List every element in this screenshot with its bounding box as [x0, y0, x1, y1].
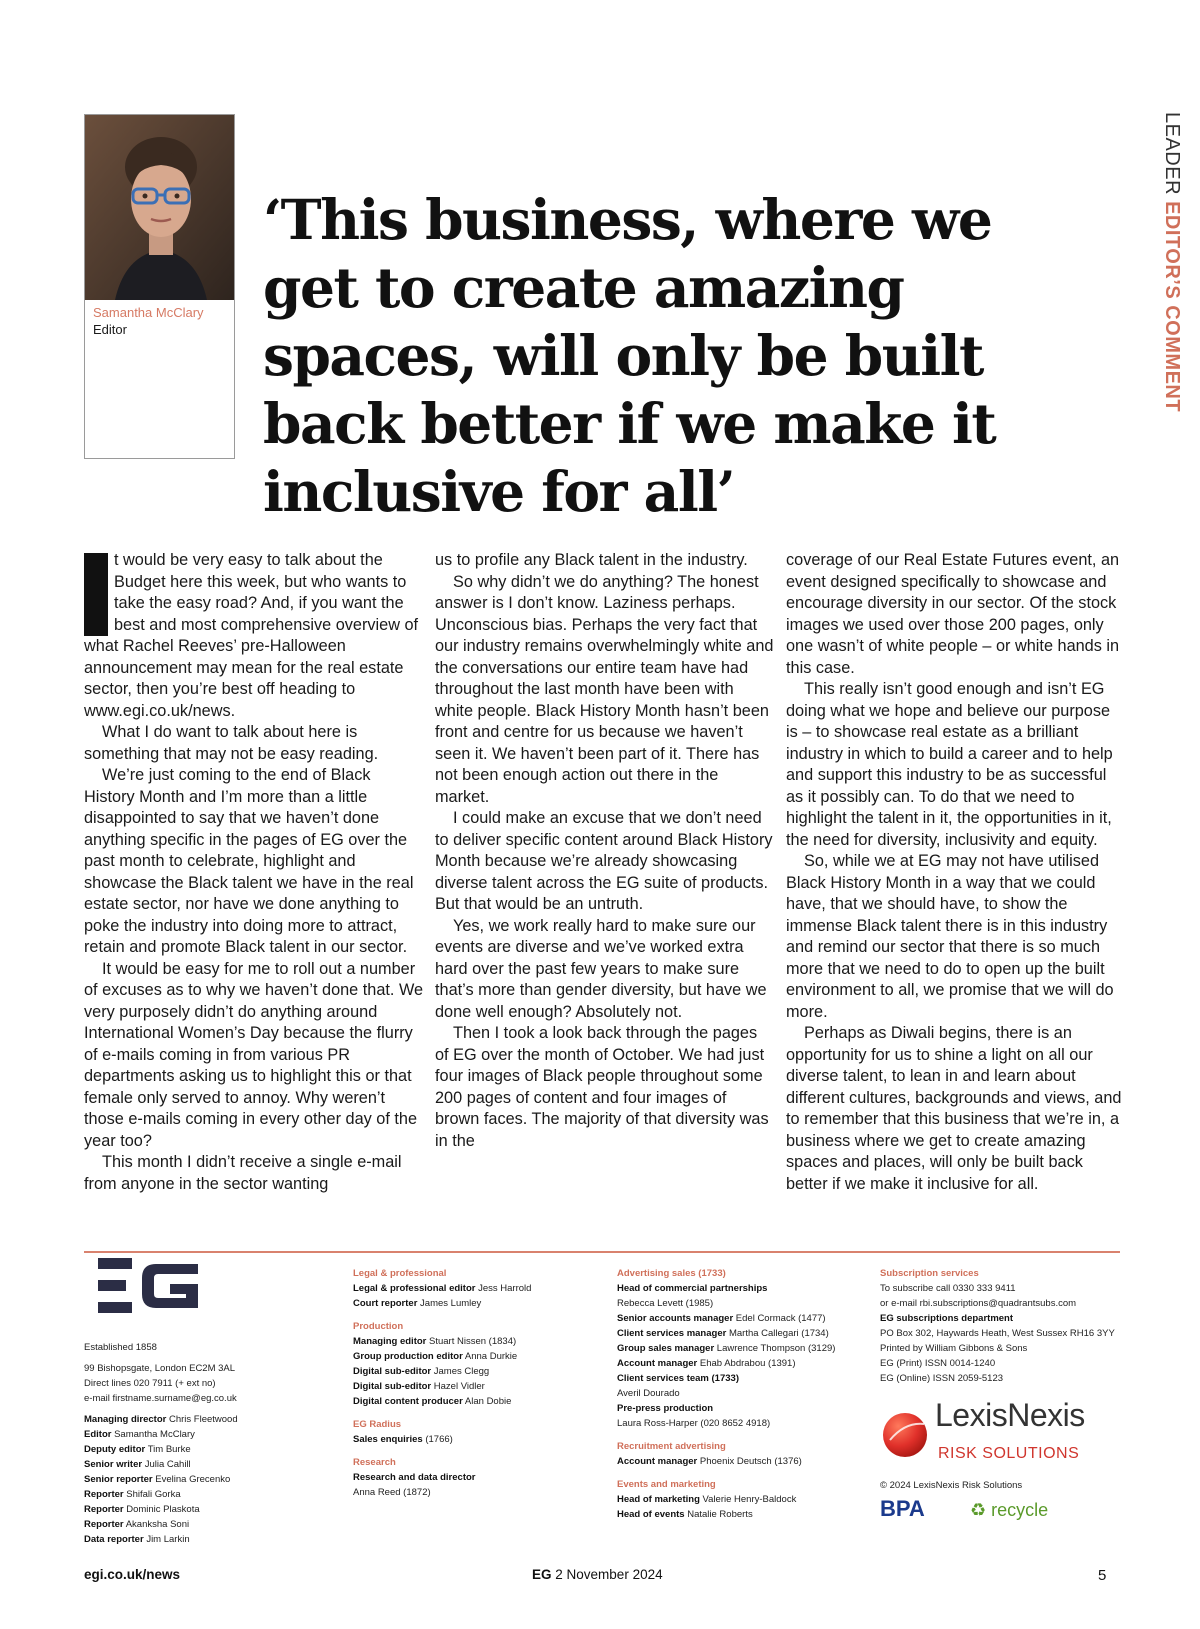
badges — [880, 1496, 1150, 1541]
section-tag-leader: LEADER — [1161, 112, 1183, 202]
staff-row: Senior accounts manager Edel Cormack (1477) — [617, 1313, 826, 1324]
author-role: Editor — [93, 322, 127, 337]
section-divider — [84, 1251, 1120, 1253]
staff-row: Reporter Akanksha Soni — [84, 1519, 190, 1530]
staff-row: Deputy editor Tim Burke — [84, 1444, 191, 1455]
copyright: © 2024 LexisNexis Risk Solutions — [880, 1480, 1023, 1491]
paragraph: coverage of our Real Estate Futures event, an event designed specifically to showcase and encourage diversity in our sector. Of the stock images we used over those 200 pages, only one wasn’t of white people – or white hands in this case. — [786, 551, 1120, 677]
staff-row: Group production editor Anna Durkie — [353, 1351, 518, 1362]
masthead-heading: Research — [353, 1457, 396, 1468]
section-tag-editors-comment: EDITOR’S COMMENT — [1161, 201, 1183, 413]
address-line: e-mail firstname.surname@eg.co.uk — [84, 1393, 237, 1404]
staff-row: Head of marketing Valerie Henry-Baldock — [617, 1494, 797, 1505]
eg-logo — [98, 1258, 202, 1314]
author-name: Samantha McClary — [93, 305, 204, 320]
staff-row: Digital content producer Alan Dobie — [353, 1396, 512, 1407]
subscription-line: PO Box 302, Haywards Heath, West Sussex RH16 3YY — [880, 1328, 1115, 1339]
staff-row: Anna Reed (1872) — [353, 1487, 431, 1498]
paragraph: Yes, we work really hard to make sure our events are diverse and we’ve worked extra hard over the past few years to make sure that’s more than gender diversity, but have we done well enough? Absolutely not. — [435, 916, 767, 1021]
paragraph: Perhaps as Diwali begins, there is an opportunity for us to shine a light on all our diverse talent, to lean in and learn about different cultures, backgrounds and views, and to remember that this business that we’re in, a business where we get to create amazing spaces and places, will only be built back better if we make it inclusive for all. — [786, 1024, 1122, 1193]
recycle-logo: ♻ recycle — [970, 1500, 1049, 1520]
address-line: Direct lines 020 7911 (+ ext no) — [84, 1378, 216, 1389]
staff-row: Averil Dourado — [617, 1388, 680, 1399]
subscription-dept-heading: EG subscriptions department — [880, 1313, 1014, 1324]
staff-row: Research and data director — [353, 1472, 476, 1483]
staff-row: Reporter Dominic Plaskota — [84, 1504, 200, 1515]
staff-row: Data reporter Jim Larkin — [84, 1534, 190, 1545]
lexisnexis-logo — [880, 1397, 1150, 1472]
staff-row: Digital sub-editor Hazel Vidler — [353, 1381, 485, 1392]
body-column-2 — [435, 550, 775, 1152]
subscription-line: or e-mail rbi.subscriptions@quadrantsubs.com — [880, 1298, 1077, 1309]
masthead-column-3 — [617, 1266, 867, 1522]
headline: ‘This business, where we get to create amazing spaces, will only be built back better if we make it inclusive for all’ — [263, 187, 996, 524]
masthead-heading: Recruitment advertising — [617, 1441, 726, 1452]
paragraph: What I do want to talk about here is something that may not be easy reading. — [84, 723, 379, 763]
paragraph: So why didn’t we do anything? The honest answer is I don’t know. Laziness perhaps. Unconscious bias. Perhaps the very fact that our industry remains overwhelmingly white and the conversations our entire team have had throughout the last month have been with white people. Black History Month hasn’t been front and centre for us because we haven’t seen it. We haven’t been part of it. There has not been enough action out there in the market. — [435, 572, 774, 806]
staff-row: Editor Samantha McClary — [84, 1429, 195, 1440]
staff-row: Account manager Ehab Abdrabou (1391) — [617, 1358, 796, 1369]
page-number: 5 — [1098, 1567, 1107, 1584]
bpa-logo: BPA — [880, 1496, 925, 1521]
paragraph: t would be very easy to talk about the Budget here this week, but who wants to take the easy road? And, if you want the best and most comprehensive overview of what Rachel Reeves’ pre-Halloween announcement may mean for the real estate sector, then you’re best off heading to www.egi.co.uk/news. — [84, 551, 419, 720]
staff-row: Digital sub-editor James Clegg — [353, 1366, 490, 1377]
staff-row: Court reporter James Lumley — [353, 1298, 482, 1309]
masthead-heading: Advertising sales (1733) — [617, 1268, 726, 1279]
staff-row: Pre-press production — [617, 1403, 714, 1414]
staff-row: Sales enquiries (1766) — [353, 1434, 453, 1445]
masthead-heading: Subscription services — [880, 1268, 979, 1279]
paragraph: us to profile any Black talent in the industry. — [435, 551, 748, 569]
staff-row: Rebecca Levett (1985) — [617, 1298, 714, 1309]
lexisnexis-name: LexisNexis — [935, 1397, 1085, 1433]
footer-publication: EG 2 November 2024 — [532, 1567, 663, 1582]
established: Established 1858 — [84, 1342, 157, 1353]
staff-row: Legal & professional editor Jess Harrold — [353, 1283, 532, 1294]
masthead-column-2 — [353, 1266, 593, 1500]
subscription-line: EG (Print) ISSN 0014-1240 — [880, 1358, 996, 1369]
staff-row: Head of events Natalie Roberts — [617, 1509, 753, 1520]
staff-row: Account manager Phoenix Deutsch (1376) — [617, 1456, 802, 1467]
staff-row: Group sales manager Lawrence Thompson (3129) — [617, 1343, 836, 1354]
address-line: 99 Bishopsgate, London EC2M 3AL — [84, 1363, 236, 1374]
staff-row: Senior writer Julia Cahill — [84, 1459, 191, 1470]
author-photo — [85, 115, 234, 300]
paragraph: This really isn’t good enough and isn’t EG doing what we hope and believe our purpose is – to showcase real estate as a brilliant industry in which to build a career and to help and support this industry to be as successful as it possibly can. To do that we need to highlight the talent in it, the opportunities in it, the need for diversity, inclusivity and equity. — [786, 680, 1113, 849]
staff-row: Managing director Chris Fleetwood — [84, 1414, 238, 1425]
staff-row: Head of commercial partnerships — [617, 1283, 768, 1294]
staff-row: Client services manager Martha Callegari (1734) — [617, 1328, 829, 1339]
subscription-line: EG (Online) ISSN 2059-5123 — [880, 1373, 1004, 1384]
footer-url: egi.co.uk/news — [84, 1567, 181, 1582]
author-box — [84, 114, 235, 459]
staff-row: Laura Ross-Harper (020 8652 4918) — [617, 1418, 771, 1429]
body-column-1 — [84, 550, 424, 1195]
body-column-3 — [786, 550, 1126, 1195]
section-tag — [1160, 112, 1183, 412]
staff-row: Client services team (1733) — [617, 1373, 739, 1384]
paragraph: Then I took a look back through the pages of EG over the month of October. We had just four images of Black people throughout some 200 pages of content and four images of brown faces. The majority of that diversity was in the — [435, 1024, 769, 1150]
masthead-column-4 — [880, 1266, 1150, 1541]
paragraph: It would be easy for me to roll out a number of excuses as to why we haven’t done that. We very purposely didn’t do anything around International Women’s Day because the flurry of e-mails coming in from various PR departments asking us to highlight this or that female only served to annoy. Why weren’t those e-mails coming in every other day of the year too? — [84, 959, 424, 1150]
subscription-line: Printed by William Gibbons & Sons — [880, 1343, 1028, 1354]
lexisnexis-sub: RISK SOLUTIONS — [938, 1445, 1080, 1462]
masthead-heading: Production — [353, 1321, 404, 1332]
masthead-heading: Events and marketing — [617, 1479, 716, 1490]
subscription-line: To subscribe call 0330 333 9411 — [880, 1283, 1016, 1294]
paragraph: We’re just coming to the end of Black History Month and I’m more than a little disappointed to say that we haven’t done anything specific in the pages of EG over the past month to celebrate, highlight and showcase the Black talent we have in the real estate sector, nor have we done anything to poke the industry into doing more to attract, retain and promote Black talent in our sector. — [84, 766, 414, 956]
drop-cap — [84, 553, 108, 636]
eg-logo-graphic — [98, 1258, 202, 1314]
lexisnexis-sphere-icon — [880, 1410, 930, 1460]
paragraph: I could make an excuse that we don’t need to deliver specific content around Black History Month because we’re already showcasing diverse talent across the EG suite of products. But that would be an untruth. — [435, 809, 773, 913]
staff-row: Senior reporter Evelina Grecenko — [84, 1474, 231, 1485]
masthead-heading: Legal & professional — [353, 1268, 447, 1279]
masthead-column-1 — [84, 1258, 274, 1547]
masthead-heading: EG Radius — [353, 1419, 402, 1430]
staff-row: Managing editor Stuart Nissen (1834) — [353, 1336, 517, 1347]
paragraph: This month I didn’t receive a single e-mail from anyone in the sector wanting — [84, 1153, 402, 1193]
staff-row: Reporter Shifali Gorka — [84, 1489, 181, 1500]
paragraph: So, while we at EG may not have utilised Black History Month in a way that we could have, that we should have, to show the immense Black talent there is in this industry and remind our sector that there is so much more that we need to do to open up the built environment to all, we promise that we will do more. — [786, 852, 1114, 1021]
